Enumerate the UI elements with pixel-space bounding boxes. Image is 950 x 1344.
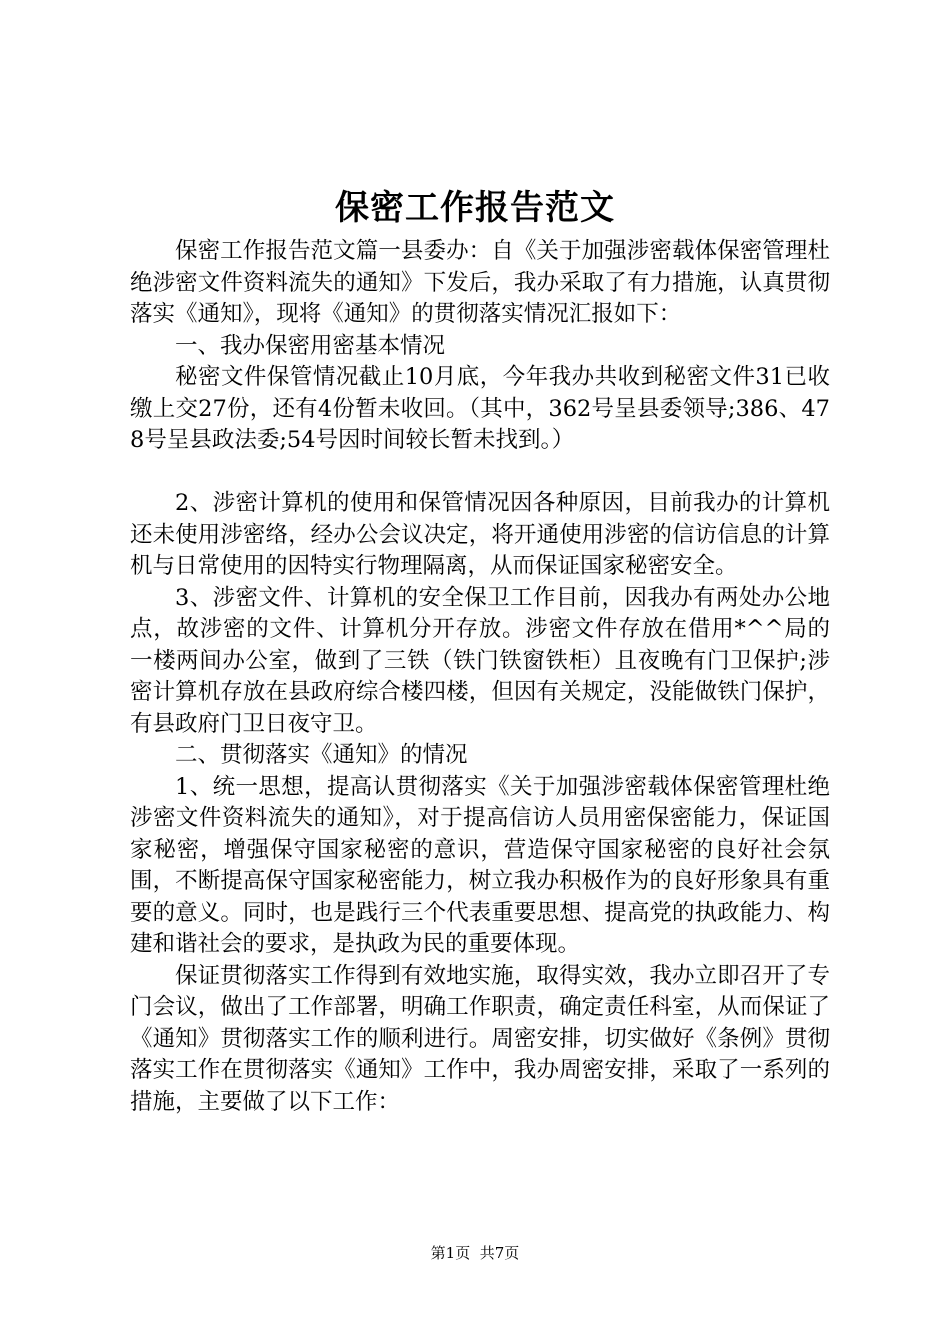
heading-section-2: 二、贯彻落实《通知》的情况: [175, 742, 468, 768]
footer-spacer: [470, 1244, 480, 1262]
paragraph-intro: 保密工作报告范文篇一县委办：自《关于加强涉密载体保密管理杜绝涉密文件资料流失的通知》下发后，我办采取了有力措施，认真贯彻落实《通知》，现将《通知》的贯彻落实情况汇报如下：: [130, 238, 830, 327]
paragraph-security: 3、涉密文件、计算机的安全保卫工作目前，因我办有两处办公地点，故涉密的文件、计算机分开存放。涉密文件存放在借用*^^局的一楼两间办公室，做到了三铁（铁门铁窗铁柜）且夜晚有门卫保护;涉密计算机存放在县政府综合楼四楼，但因有关规定，没能做铁门保护，有县政府门卫日夜守卫。: [130, 584, 830, 737]
heading-section-1: 一、我办保密用密基本情况: [175, 332, 446, 359]
paragraph-secret-documents: 秘密文件保管情况截止10月底，今年我办共收到秘密文件31已收缴上交27份，还有4份暂未收回。（其中，362号呈县委领导;386、478号呈县政法委;54号因时间较长暂未找到。）: [130, 364, 830, 453]
paragraph-unify-thinking: 1、统一思想，提高认贯彻落实《关于加强涉密载体保密管理杜绝涉密文件资料流失的通知》，对于提高信访人员用密保密能力，保证国家秘密，增强保守国家秘密的意识，营造保守国家秘密的良好社会氛围，不断提高保守国家秘密能力，树立我办积极作为的良好形象具有重要的意义。同时，也是践行三个代表重要思想、提高党的执政能力、构建和谐社会的要求，是执政为民的重要体现。: [130, 773, 830, 957]
document-title: 保密工作报告范文: [335, 188, 615, 228]
page-total: 共7页: [479, 1244, 520, 1262]
document-body: [130, 236, 830, 1118]
page-number: 第1页: [430, 1244, 471, 1262]
paragraph-implementation: 保证贯彻落实工作得到有效地实施，取得实效，我办立即召开了专门会议，做出了工作部署，明确工作职责，确定责任科室，从而保证了《通知》贯彻落实工作的顺利进行。周密安排，切实做好《条例》贯彻落实工作在贯彻落实《通知》工作中，我办周密安排，采取了一系列的措施，主要做了以下工作：: [130, 962, 830, 1115]
paragraph-computers: 2、涉密计算机的使用和保管情况因各种原因，目前我办的计算机还未使用涉密络，经办公会议决定，将开通使用涉密的信访信息的计算机与日常使用的因特实行物理隔离，从而保证国家秘密安全。: [130, 490, 830, 579]
page-footer: [0, 1242, 950, 1264]
